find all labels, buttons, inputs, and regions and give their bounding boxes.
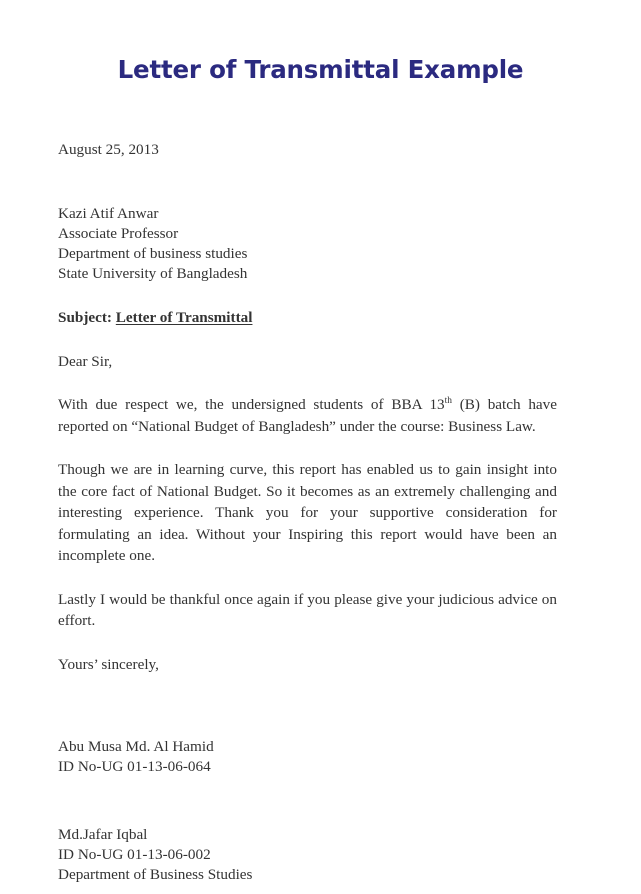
page-title: Letter of Transmittal Example xyxy=(117,55,524,84)
subject-label: Subject: xyxy=(58,309,112,326)
signatory-name: Md.Jafar Iqbal xyxy=(58,825,148,843)
closing-salutation: Yours’ sincerely, xyxy=(58,655,159,673)
signatory-id: ID No-UG 01-13-06-002 xyxy=(58,845,211,863)
paragraph-1-part-1: With due respect we, the undersigned students of BBA 13 xyxy=(58,396,445,413)
salutation: Dear Sir, xyxy=(58,353,113,370)
paragraph-1 xyxy=(58,394,557,437)
signature-block xyxy=(58,737,557,777)
letter-body xyxy=(58,140,557,885)
paragraph-2: Though we are in learning curve, this report has enabled us to gain insight into the core fact of National Budget. So it becomes as an extremely challenging and interesting experience. Thank you for your supportive consideration for formulating an idea. Without your Inspiring this report would have been an incomplete one. xyxy=(58,461,557,564)
ordinal-superscript: th xyxy=(444,395,452,406)
signatory-id: ID No-UG 01-13-06-064 xyxy=(58,757,211,775)
recipient-block xyxy=(58,204,557,284)
paragraph-3: Lastly I would be thankful once again if you please give your judicious advice on effort. xyxy=(58,590,557,629)
recipient-name: Kazi Atif Anwar xyxy=(58,205,159,222)
recipient-organization: State University of Bangladesh xyxy=(58,265,248,282)
recipient-designation: Associate Professor xyxy=(58,225,179,242)
signatory-name: Abu Musa Md. Al Hamid xyxy=(58,737,214,755)
paragraph-1-part-2: (B) batch have reported on “National Budget of Bangladesh” under the course: Business Law. xyxy=(58,396,557,435)
letter-date: August 25, 2013 xyxy=(58,141,159,158)
recipient-department: Department of business studies xyxy=(58,245,248,262)
signature-block xyxy=(58,825,557,885)
signatory-department: Department of Business Studies xyxy=(58,865,253,883)
subject-line xyxy=(58,308,557,328)
subject-value: Letter of Transmittal xyxy=(115,309,253,326)
